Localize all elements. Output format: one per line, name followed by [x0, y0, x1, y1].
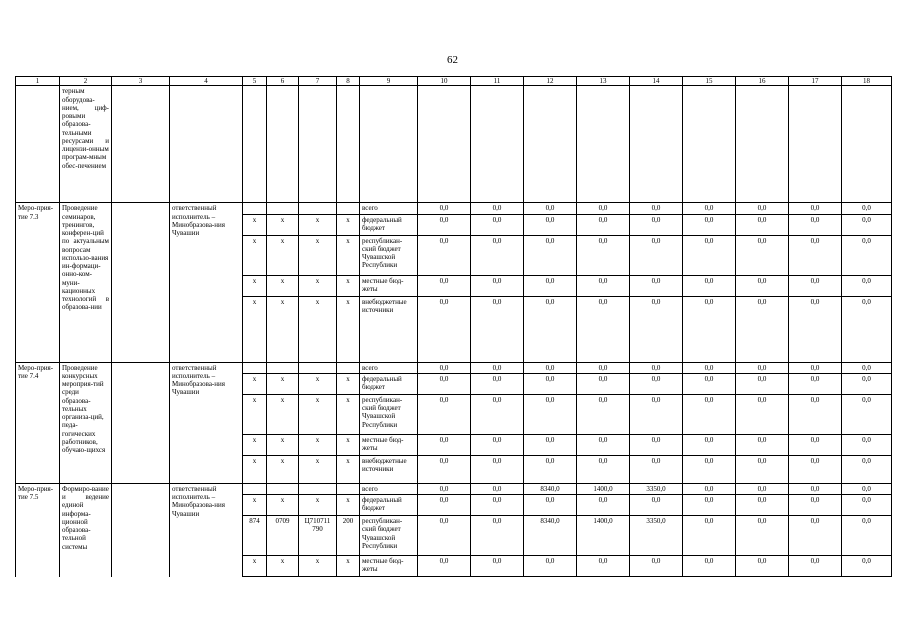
amount-cell: 0,0	[577, 275, 630, 296]
budget-code-cell: x	[267, 214, 299, 235]
empty-cell	[630, 86, 683, 203]
amount-cell: 1400,0	[577, 516, 630, 556]
budget-code-cell: x	[267, 556, 299, 577]
responsible-executor: ответственный исполнитель – Минобразова-ния Чувашии	[170, 203, 243, 362]
amount-cell: 0,0	[842, 203, 892, 214]
empty-cell	[16, 86, 60, 203]
funding-source: федеральный бюджет	[360, 373, 418, 394]
budget-code-cell: x	[267, 373, 299, 394]
amount-cell: 0,0	[418, 362, 471, 373]
amount-cell: 0,0	[524, 235, 577, 275]
amount-cell: 0,0	[630, 275, 683, 296]
amount-cell: 0,0	[630, 434, 683, 455]
amount-cell: 0,0	[524, 296, 577, 362]
empty-cell	[337, 86, 360, 203]
amount-cell: 0,0	[736, 235, 789, 275]
empty-cell	[299, 86, 337, 203]
amount-cell: 0,0	[736, 203, 789, 214]
amount-cell: 0,0	[789, 434, 842, 455]
amount-cell: 0,0	[524, 373, 577, 394]
amount-cell: 0,0	[418, 483, 471, 494]
amount-cell: 0,0	[471, 516, 524, 556]
amount-cell: 0,0	[524, 214, 577, 235]
amount-cell: 0,0	[418, 235, 471, 275]
amount-cell: 0,0	[524, 203, 577, 214]
amount-cell: 0,0	[736, 556, 789, 577]
amount-cell: 0,0	[418, 516, 471, 556]
amount-cell: 0,0	[736, 296, 789, 362]
budget-code-cell	[299, 362, 337, 373]
budget-code-cell: x	[243, 275, 267, 296]
amount-cell: 0,0	[577, 434, 630, 455]
amount-cell: 0,0	[842, 516, 892, 556]
amount-cell: 0,0	[683, 516, 736, 556]
activity-name: Проведение семинаров, тренингов, конферен-ций по актуальным вопросам использо-вания ин-формаци-онно-ком-муни-кационных технологий в образова-нии	[60, 203, 112, 362]
amount-cell: 0,0	[736, 434, 789, 455]
activity-name: Проведение конкурсных мероприя-тий среди образова-тельных организа-ций, педа-гогических работников, обучаю-щихся	[60, 362, 112, 483]
amount-cell: 0,0	[842, 214, 892, 235]
amount-cell: 0,0	[789, 455, 842, 483]
funding-source: всего	[360, 203, 418, 214]
column-number: 9	[360, 77, 418, 86]
amount-cell: 0,0	[789, 235, 842, 275]
budget-code-cell: x	[243, 394, 267, 434]
budget-code-cell: x	[267, 296, 299, 362]
budget-code-cell: Ц710711 790	[299, 516, 337, 556]
column-number: 4	[170, 77, 243, 86]
column-number: 3	[112, 77, 170, 86]
amount-cell: 0,0	[683, 275, 736, 296]
amount-cell: 0,0	[577, 556, 630, 577]
empty-cell	[418, 86, 471, 203]
amount-cell: 0,0	[471, 275, 524, 296]
amount-cell: 0,0	[471, 373, 524, 394]
funding-source: федеральный бюджет	[360, 495, 418, 516]
activity-name: Формиро-вание и ведение единой информа-ционной образова-тельной системы	[60, 483, 112, 576]
amount-cell: 0,0	[524, 556, 577, 577]
budget-code-cell	[337, 483, 360, 494]
funding-source: федеральный бюджет	[360, 214, 418, 235]
activity-code: Меро-прия-тие 7.5	[16, 483, 60, 576]
header-row	[16, 77, 892, 86]
amount-cell: 0,0	[736, 394, 789, 434]
amount-cell: 0,0	[842, 434, 892, 455]
budget-code-cell: x	[243, 296, 267, 362]
amount-cell: 0,0	[630, 495, 683, 516]
column-number: 1	[16, 77, 60, 86]
amount-cell: 0,0	[418, 214, 471, 235]
column-number: 16	[736, 77, 789, 86]
budget-code-cell	[243, 483, 267, 494]
budget-code-cell: x	[299, 495, 337, 516]
funding-source: всего	[360, 483, 418, 494]
column-number: 10	[418, 77, 471, 86]
amount-cell: 0,0	[577, 394, 630, 434]
empty-cell	[112, 203, 170, 362]
budget-code-cell	[243, 362, 267, 373]
empty-cell	[683, 86, 736, 203]
amount-cell: 0,0	[789, 275, 842, 296]
amount-cell: 0,0	[789, 203, 842, 214]
amount-cell: 0,0	[789, 296, 842, 362]
column-number: 11	[471, 77, 524, 86]
amount-cell: 0,0	[736, 483, 789, 494]
activity-code: Меро-прия-тие 7.4	[16, 362, 60, 483]
amount-cell: 0,0	[471, 434, 524, 455]
budget-code-cell: x	[337, 556, 360, 577]
budget-code-cell: x	[243, 373, 267, 394]
amount-cell: 0,0	[683, 483, 736, 494]
amount-cell: 0,0	[789, 483, 842, 494]
empty-cell	[112, 362, 170, 483]
amount-cell: 0,0	[736, 373, 789, 394]
budget-code-cell: x	[243, 455, 267, 483]
amount-cell: 0,0	[471, 394, 524, 434]
budget-code-cell	[299, 483, 337, 494]
empty-cell	[471, 86, 524, 203]
empty-cell	[360, 86, 418, 203]
amount-cell: 0,0	[577, 214, 630, 235]
budget-code-cell: x	[267, 235, 299, 275]
amount-cell: 0,0	[842, 455, 892, 483]
amount-cell: 0,0	[736, 214, 789, 235]
budget-code-cell: 200	[337, 516, 360, 556]
amount-cell: 0,0	[630, 214, 683, 235]
amount-cell: 0,0	[471, 556, 524, 577]
amount-cell: 0,0	[471, 235, 524, 275]
budget-code-cell: x	[337, 455, 360, 483]
budget-code-cell: 874	[243, 516, 267, 556]
column-number: 5	[243, 77, 267, 86]
budget-code-cell	[299, 203, 337, 214]
column-number: 17	[789, 77, 842, 86]
budget-code-cell: x	[337, 296, 360, 362]
budget-code-cell: x	[299, 394, 337, 434]
amount-cell: 0,0	[736, 516, 789, 556]
amount-cell: 0,0	[842, 483, 892, 494]
amount-cell: 1400,0	[577, 483, 630, 494]
amount-cell: 0,0	[842, 235, 892, 275]
amount-cell: 8340,0	[524, 516, 577, 556]
column-number: 15	[683, 77, 736, 86]
empty-cell	[112, 483, 170, 576]
column-number: 7	[299, 77, 337, 86]
amount-cell: 3350,0	[630, 516, 683, 556]
amount-cell: 0,0	[418, 434, 471, 455]
budget-code-cell: x	[299, 214, 337, 235]
amount-cell: 0,0	[577, 495, 630, 516]
amount-cell: 0,0	[683, 235, 736, 275]
amount-cell: 0,0	[471, 495, 524, 516]
funding-source: местные бюд-жеты	[360, 434, 418, 455]
amount-cell: 0,0	[418, 275, 471, 296]
amount-cell: 0,0	[736, 275, 789, 296]
amount-cell: 0,0	[736, 455, 789, 483]
funding-source: местные бюд-жеты	[360, 275, 418, 296]
budget-code-cell: x	[337, 214, 360, 235]
amount-cell: 0,0	[736, 362, 789, 373]
amount-cell: 0,0	[683, 203, 736, 214]
table-row	[16, 483, 892, 494]
table-row	[16, 203, 892, 214]
budget-code-cell: x	[243, 434, 267, 455]
amount-cell: 3350,0	[630, 483, 683, 494]
empty-cell	[267, 86, 299, 203]
amount-cell: 0,0	[842, 296, 892, 362]
amount-cell: 0,0	[842, 495, 892, 516]
amount-cell: 0,0	[524, 495, 577, 516]
amount-cell: 0,0	[683, 373, 736, 394]
amount-cell: 0,0	[630, 296, 683, 362]
empty-cell	[112, 86, 170, 203]
responsible-executor: ответственный исполнитель – Минобразова-ния Чувашии	[170, 362, 243, 483]
amount-cell: 0,0	[577, 203, 630, 214]
amount-cell: 0,0	[577, 455, 630, 483]
empty-cell	[243, 86, 267, 203]
budget-code-cell	[267, 362, 299, 373]
amount-cell: 0,0	[524, 455, 577, 483]
budget-code-cell: x	[243, 235, 267, 275]
activity-code: Меро-прия-тие 7.3	[16, 203, 60, 362]
budget-code-cell: x	[337, 235, 360, 275]
column-number: 8	[337, 77, 360, 86]
amount-cell: 0,0	[630, 373, 683, 394]
amount-cell: 0,0	[577, 362, 630, 373]
funding-source: местные бюд-жеты	[360, 556, 418, 577]
amount-cell: 0,0	[789, 516, 842, 556]
amount-cell: 0,0	[789, 495, 842, 516]
budget-code-cell	[337, 203, 360, 214]
budget-code-cell: x	[267, 434, 299, 455]
amount-cell: 0,0	[418, 455, 471, 483]
amount-cell: 0,0	[630, 556, 683, 577]
budget-code-cell: x	[299, 455, 337, 483]
budget-code-cell: x	[337, 394, 360, 434]
amount-cell: 0,0	[683, 394, 736, 434]
amount-cell: 0,0	[418, 394, 471, 434]
budget-code-cell: x	[299, 434, 337, 455]
budget-code-cell: x	[299, 373, 337, 394]
funding-source: республикан-ский бюджет Чувашской Республики	[360, 235, 418, 275]
budget-code-cell	[337, 362, 360, 373]
amount-cell: 8340,0	[524, 483, 577, 494]
amount-cell: 0,0	[630, 455, 683, 483]
amount-cell: 0,0	[418, 556, 471, 577]
amount-cell: 0,0	[789, 373, 842, 394]
budget-code-cell: x	[267, 275, 299, 296]
amount-cell: 0,0	[524, 275, 577, 296]
funding-source: республикан-ский бюджет Чувашской Республики	[360, 516, 418, 556]
budget-code-cell: x	[299, 556, 337, 577]
empty-cell	[170, 86, 243, 203]
budget-code-cell: x	[337, 275, 360, 296]
continuation-text: терным оборудова-нием, циф-ровыми образова-тельными ресурсами и лицензи-онным програм-мным обес-печением	[60, 86, 112, 203]
budget-code-cell: x	[243, 214, 267, 235]
amount-cell: 0,0	[842, 394, 892, 434]
amount-cell: 0,0	[683, 434, 736, 455]
amount-cell: 0,0	[683, 495, 736, 516]
page-number: 62	[447, 54, 458, 66]
amount-cell: 0,0	[736, 495, 789, 516]
budget-code-cell: x	[337, 434, 360, 455]
continuation-row	[16, 86, 892, 203]
amount-cell: 0,0	[418, 373, 471, 394]
amount-cell: 0,0	[842, 373, 892, 394]
budget-code-cell: x	[337, 495, 360, 516]
amount-cell: 0,0	[683, 556, 736, 577]
budget-code-cell: x	[299, 275, 337, 296]
amount-cell: 0,0	[471, 214, 524, 235]
amount-cell: 0,0	[418, 296, 471, 362]
column-number: 14	[630, 77, 683, 86]
amount-cell: 0,0	[789, 556, 842, 577]
budget-code-cell: x	[267, 455, 299, 483]
empty-cell	[789, 86, 842, 203]
column-number: 2	[60, 77, 112, 86]
funding-source: всего	[360, 362, 418, 373]
responsible-executor: ответственный исполнитель – Минобразова-ния Чувашии	[170, 483, 243, 576]
amount-cell: 0,0	[842, 275, 892, 296]
budget-code-cell: x	[267, 495, 299, 516]
amount-cell: 0,0	[683, 214, 736, 235]
column-number: 12	[524, 77, 577, 86]
funding-source: внебюджетные источники	[360, 455, 418, 483]
budget-code-cell	[267, 203, 299, 214]
amount-cell: 0,0	[630, 394, 683, 434]
empty-cell	[842, 86, 892, 203]
amount-cell: 0,0	[683, 362, 736, 373]
budget-code-cell: x	[267, 394, 299, 434]
column-number: 13	[577, 77, 630, 86]
amount-cell: 0,0	[524, 394, 577, 434]
empty-cell	[577, 86, 630, 203]
amount-cell: 0,0	[524, 434, 577, 455]
budget-table	[15, 76, 892, 577]
amount-cell: 0,0	[630, 203, 683, 214]
amount-cell: 0,0	[683, 296, 736, 362]
budget-code-cell: 0709	[267, 516, 299, 556]
budget-code-cell: x	[299, 235, 337, 275]
table-row	[16, 362, 892, 373]
amount-cell: 0,0	[471, 203, 524, 214]
amount-cell: 0,0	[577, 296, 630, 362]
amount-cell: 0,0	[630, 235, 683, 275]
funding-source: республикан-ский бюджет Чувашской Республики	[360, 394, 418, 434]
amount-cell: 0,0	[789, 362, 842, 373]
budget-code-cell: x	[243, 495, 267, 516]
amount-cell: 0,0	[842, 362, 892, 373]
budget-code-cell: x	[337, 373, 360, 394]
column-number: 18	[842, 77, 892, 86]
amount-cell: 0,0	[789, 214, 842, 235]
budget-code-cell: x	[299, 296, 337, 362]
column-number: 6	[267, 77, 299, 86]
amount-cell: 0,0	[683, 455, 736, 483]
empty-cell	[736, 86, 789, 203]
amount-cell: 0,0	[842, 556, 892, 577]
empty-cell	[524, 86, 577, 203]
amount-cell: 0,0	[789, 394, 842, 434]
budget-code-cell	[243, 203, 267, 214]
amount-cell: 0,0	[471, 362, 524, 373]
amount-cell: 0,0	[418, 495, 471, 516]
funding-source: внебюджетные источники	[360, 296, 418, 362]
amount-cell: 0,0	[418, 203, 471, 214]
budget-code-cell: x	[243, 556, 267, 577]
amount-cell: 0,0	[630, 362, 683, 373]
amount-cell: 0,0	[577, 373, 630, 394]
amount-cell: 0,0	[471, 296, 524, 362]
amount-cell: 0,0	[471, 483, 524, 494]
amount-cell: 0,0	[577, 235, 630, 275]
budget-code-cell	[267, 483, 299, 494]
amount-cell: 0,0	[471, 455, 524, 483]
amount-cell: 0,0	[524, 362, 577, 373]
